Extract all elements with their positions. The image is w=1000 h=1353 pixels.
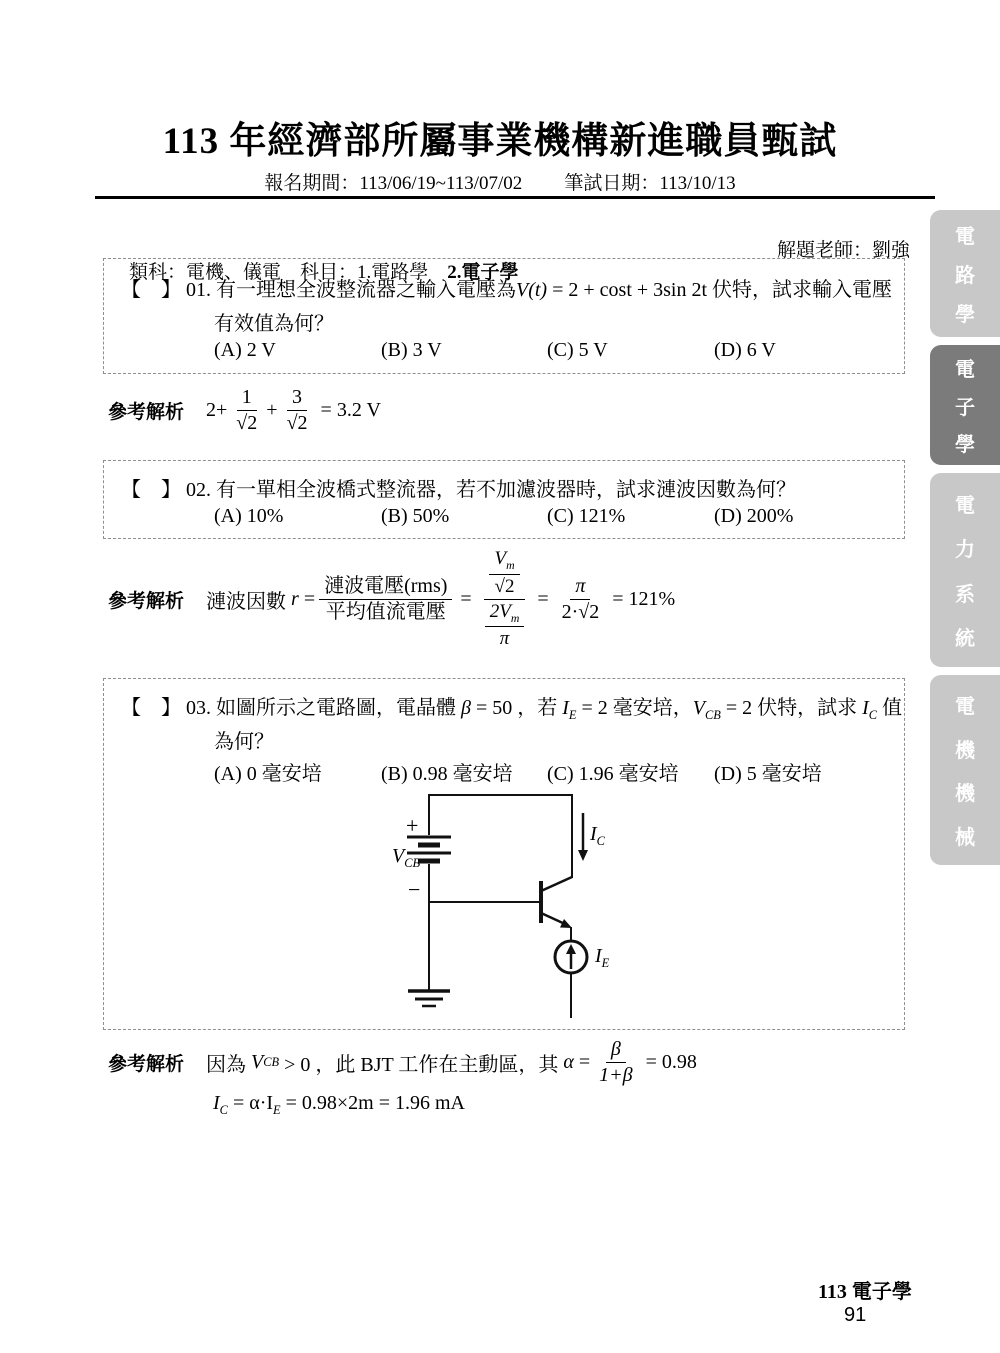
question-01-line1 <box>121 273 892 302</box>
tab-char: 統 <box>955 628 975 651</box>
question-number: 01. <box>181 279 216 301</box>
circuit-diagram <box>392 785 662 1025</box>
sidebar-tab-circuit-theory[interactable] <box>930 210 1000 337</box>
option-a: (A) 10% <box>214 505 284 527</box>
question-text: 如圖所示之電路圖，電晶體 <box>216 697 461 719</box>
tab-char: 電 <box>955 359 975 382</box>
option-b: (B) 3 V <box>381 339 442 361</box>
operator: = <box>298 587 316 610</box>
sidebar-tab-electronics[interactable] <box>930 345 1000 465</box>
question-03-line1: 【 】 03. 如圖所示之電路圖，電晶體 β = 50 ，若 $I_E = 2$ 毫安培，$V_{CB} = 2$ 伏特，試求 $I_C$ 值 <box>121 697 903 722</box>
battery-plus-label: + <box>406 813 419 838</box>
emitter-current-label: $I_E$ <box>595 945 610 970</box>
tab-char: 電 <box>955 226 975 248</box>
ground-symbol <box>408 991 450 1006</box>
tab-char: 子 <box>955 396 975 419</box>
option-c: (C) 121% <box>547 505 626 527</box>
formula-text: 漣波因數 <box>206 590 292 613</box>
formula-text: 2+ <box>206 398 228 421</box>
tab-char: 電 <box>955 494 975 517</box>
tab-char: 機 <box>955 783 975 806</box>
question-text: 有一單相全波橋式整流器，若不加濾波器時，試求漣波因數為何？ <box>216 479 796 501</box>
collector-current-arrow <box>578 813 588 861</box>
option-d: (D) 5 毫安培 <box>714 763 822 785</box>
exam-dates <box>0 168 1000 195</box>
fraction: $\frac{\pi}{2\cdot√2}$ <box>561 574 600 623</box>
category-text: 類科：電機、儀電 科目：1.電路學 <box>129 262 448 283</box>
formula-result: = 3.2 V <box>320 398 381 421</box>
variable: α <box>563 1050 574 1073</box>
solution-02 <box>108 543 679 655</box>
formula-result: = 121% <box>612 587 676 610</box>
tab-char: 電 <box>955 695 975 718</box>
operator: = <box>537 587 549 610</box>
tab-char: 械 <box>955 827 975 850</box>
formula-text: = α·I <box>227 1092 274 1114</box>
tab-char: 路 <box>955 265 975 287</box>
question-text: 有一理想全波整流器之輸入電壓為 <box>216 279 516 301</box>
tab-char: 學 <box>955 304 975 326</box>
solution-label: 參考解析 <box>108 1053 185 1075</box>
page-footer <box>798 1252 912 1350</box>
question-box-01 <box>103 258 905 374</box>
question-text: = 50 ，若 <box>470 697 563 719</box>
tab-char: 學 <box>955 433 975 456</box>
solution-03: 參考解析 因為 V CB > 0 ，此 BJT 工作在主動區，其 α = $\frac{\beta}{1+\beta}$ = 0.98 <box>108 1037 697 1086</box>
battery-minus-label: − <box>408 877 421 902</box>
answer-bracket: 【 】 <box>121 279 181 301</box>
collector-current-label: $I_C$ <box>590 823 605 848</box>
footer-book-title: 113 電子學 <box>818 1281 912 1303</box>
tab-char: 系 <box>955 583 975 606</box>
subject-bold-text: 2.電子學 <box>447 262 519 283</box>
formula-result: = 0.98 <box>645 1050 697 1073</box>
question-box-02 <box>103 460 905 539</box>
variable: V <box>251 1050 264 1073</box>
math-expression: V(t) <box>516 279 548 301</box>
option-d: (D) 200% <box>714 505 794 527</box>
vcb-label: $V_{CB}$ <box>392 845 421 870</box>
formula-text: = 0.98×2m = 1.96 mA <box>280 1092 465 1114</box>
option-b: (B) 50% <box>381 505 450 527</box>
question-box-03 <box>103 678 905 1030</box>
solution-01 <box>108 385 385 435</box>
question-01-line2: 有效值為何？ <box>214 313 334 335</box>
operator: = <box>573 1050 591 1073</box>
circuit-svg <box>392 785 662 1025</box>
question-text: = 2 伏特，試求 <box>720 697 863 719</box>
variable: β <box>461 697 471 719</box>
header-divider <box>95 196 935 199</box>
variable: I <box>213 1092 220 1114</box>
question-03-line2: 為何？ <box>214 731 274 753</box>
page-title-year: 113 <box>162 121 220 162</box>
npn-transistor-symbol <box>541 877 572 928</box>
option-a: (A) 2 V <box>214 339 276 361</box>
current-source-symbol <box>555 941 587 973</box>
answer-bracket: 【 】 <box>121 697 181 719</box>
teacher-label: 解題老師：劉強 <box>776 240 910 261</box>
answer-bracket: 【 】 <box>121 479 181 501</box>
variable: V <box>692 697 705 719</box>
tab-char: 機 <box>955 739 975 762</box>
operator: = <box>460 587 472 610</box>
question-text: = 2 毫安培， <box>576 697 693 719</box>
question-02-line1 <box>121 473 796 502</box>
variable: I <box>562 697 569 719</box>
solution-label: 參考解析 <box>108 590 185 612</box>
page-title-text: 年經濟部所屬事業機構新進職員甄試 <box>219 121 838 162</box>
math-expression: = 2 + cost + 3sin 2t <box>547 279 713 301</box>
formula-text: > 0 ，此 BJT 工作在主動區，其 <box>279 1053 564 1076</box>
option-c: (C) 1.96 毫安培 <box>547 763 679 785</box>
variable: I <box>862 697 869 719</box>
variable: r <box>291 587 299 610</box>
sidebar-tab-electrical-machinery[interactable] <box>930 675 1000 865</box>
fraction: $\frac{3}{√2}$ <box>286 385 308 434</box>
footer-page-number: 91 <box>844 1304 867 1326</box>
registration-period: 報名期間：113/06/19~113/07/02 <box>264 173 523 194</box>
solution-label: 參考解析 <box>108 401 185 423</box>
fraction: $\frac{\text{漣波電壓(rms)}}{\text{平均值流電壓}}$ <box>319 575 452 624</box>
tab-char: 力 <box>955 539 975 562</box>
option-d: (D) 6 V <box>714 339 776 361</box>
question-number: 03. <box>181 697 216 719</box>
page-title <box>0 110 1000 164</box>
option-c: (C) 5 V <box>547 339 608 361</box>
option-a: (A) 0 毫安培 <box>214 763 322 785</box>
solution-03-line2: $I_C = \alpha\cdot I_E = 0.98\times 2m = 1.96$ mA <box>213 1092 465 1117</box>
question-number: 02. <box>181 479 216 501</box>
question-text: 值 <box>877 697 903 719</box>
fraction: $\frac{\beta}{1+\beta}$ <box>599 1037 633 1086</box>
operator: + <box>266 398 278 421</box>
written-exam-date: 筆試日期：113/10/13 <box>564 173 736 194</box>
formula-text: 因為 <box>206 1053 252 1076</box>
sidebar-tab-power-systems[interactable] <box>930 473 1000 667</box>
question-text: 伏特，試求輸入電壓 <box>712 279 893 301</box>
option-b: (B) 0.98 毫安培 <box>381 763 513 785</box>
fraction: $\frac{1}{√2}$ <box>236 385 258 434</box>
nested-fraction: $\frac{\frac{V_m}{√2}}{\frac{2V_m}{\pi}}$ <box>480 548 530 649</box>
